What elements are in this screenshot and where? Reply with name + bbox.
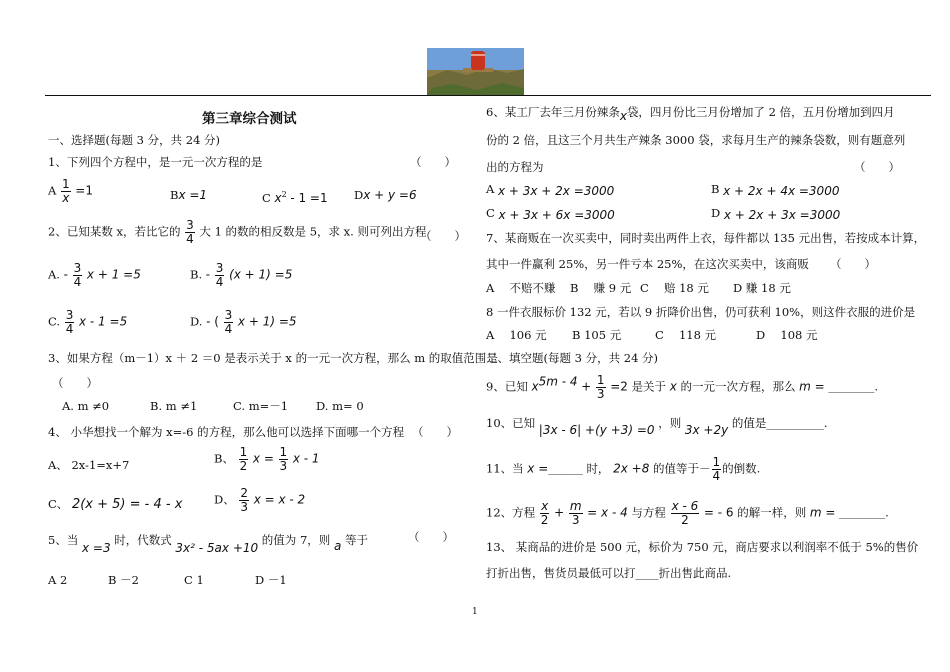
q3-option-b: B. m ≠1 <box>150 399 198 413</box>
frac-den: 3 <box>571 513 580 527</box>
q1-option-b <box>170 188 207 202</box>
q3-answer-paren: （ ） <box>52 376 98 390</box>
q10 <box>486 416 828 437</box>
q2-stem <box>48 219 426 246</box>
q4-c-expr: 2(x + 5) = - 4 - x <box>71 497 183 512</box>
frac-den: x <box>62 191 70 205</box>
frac-den: 4 <box>712 469 721 483</box>
frac-num: 1 <box>61 177 70 191</box>
q4-answer-paren: （ ） <box>412 425 458 439</box>
q6-line1-a: 6、某工厂去年三月份辣条 <box>486 105 620 119</box>
q10-mid: ，则 <box>658 416 682 430</box>
q4-d-end: x = x - 2 <box>253 492 306 507</box>
q2-a-post: x + 1 =5 <box>86 267 141 282</box>
frac-num: x - 6 <box>671 499 699 513</box>
section-heading-fill: 二、填空题(每题 3 分，共 24 分) <box>486 351 659 365</box>
q10-expr2: 3x +2y <box>684 423 729 437</box>
q9-post2: 的一元一次方程，那么 <box>680 379 796 394</box>
q6-c-expr: x + 3x + 6x =3000 <box>498 208 615 222</box>
q2-answer-paren: （ ） <box>420 229 466 243</box>
q6-line2: 份的 2 倍，且这三个月共生产辣条 3000 袋，求每月生产的辣条袋数，则有题意列 <box>486 133 906 147</box>
q4-stem: 4、 小华想找一个解为 x=-6 的方程，那么他可以选择下面哪一个方程 <box>48 425 405 439</box>
option-letter: B <box>170 188 179 202</box>
q2-c-post: x - 1 =5 <box>79 314 128 329</box>
q7-option-c: C 赔 18 元 <box>640 281 709 295</box>
q12-eq: = x - 4 <box>587 505 628 520</box>
option-letter: B <box>711 182 720 196</box>
q10-pre: 10、已知 <box>486 416 536 430</box>
q9-exp: 5m - 4 <box>538 374 578 389</box>
q5-option-c: C 1 <box>184 573 204 587</box>
frac-num: 1 <box>279 445 288 459</box>
q4-option-b <box>214 446 320 473</box>
frac-den: 2 <box>540 513 549 527</box>
q5-option-d: D －1 <box>255 573 287 587</box>
frac-den: 3 <box>240 500 249 514</box>
q4-option-c <box>48 497 182 512</box>
option-letter: B. <box>190 267 203 282</box>
frac-num: 2 <box>240 486 249 500</box>
q2-d-post: x + 1) =5 <box>237 314 297 329</box>
q6-line1 <box>486 105 895 123</box>
page-title: 第三章综合测试 <box>202 111 297 127</box>
q1-option-a <box>48 178 93 205</box>
q2-option-d: D. - ( $\frac{3}{4}$ x + 1) =5 <box>190 308 297 336</box>
option-letter: D、 <box>214 492 235 507</box>
q7-option-a: A 不赔不赚 <box>486 281 556 295</box>
option-letter: D <box>354 188 364 202</box>
q7-line1: 7、某商贩在一次买卖中，同时卖出两件上衣，每件都以 135 元出售，若按成本计算， <box>486 231 926 245</box>
landscape-photo-icon <box>427 48 524 95</box>
q12-pre: 12、方程 <box>486 505 536 520</box>
q6-var: x <box>619 109 627 123</box>
q6-option-c <box>486 206 615 220</box>
option-letter: D. <box>190 314 203 329</box>
q5-pre: 5、当 <box>48 533 79 547</box>
frac-den: 3 <box>596 387 605 401</box>
q1-option-c <box>262 188 328 205</box>
q12-plus: + <box>554 505 565 520</box>
q6-option-a <box>486 182 614 196</box>
q3-option-a: A. m ≠0 <box>62 399 110 413</box>
q9-blank[interactable]: ________. <box>828 379 878 394</box>
q2-option-b: B. - $\frac{3}{4}$ (x + 1) =5 <box>190 261 293 289</box>
q1-b-expr: x =1 <box>178 188 208 202</box>
q5-end: 等于 <box>344 533 368 547</box>
q12-m: m = <box>809 505 836 520</box>
option-letter: A <box>486 182 495 196</box>
q1-d-expr: x + y =6 <box>363 188 417 202</box>
q9-post: 是关于 <box>631 379 667 394</box>
header-photo <box>427 48 524 95</box>
q2-b-pre: - <box>205 267 211 282</box>
q9-var: x <box>669 379 677 394</box>
q11-mid: 时， <box>586 461 610 476</box>
q3-option-c: C. m=－1 <box>233 399 289 413</box>
frac-num: x <box>541 499 549 513</box>
frac-den: 4 <box>186 232 194 246</box>
q6-answer-paren: （ ） <box>854 160 900 174</box>
q10-post[interactable]: 的值是__________. <box>731 416 828 430</box>
q12-blank[interactable]: ________. <box>839 505 889 520</box>
q11 <box>486 456 760 483</box>
option-letter: C <box>486 206 495 220</box>
q4-b-end: x - 1 <box>292 451 320 466</box>
q13-line1: 13、 某商品的进价是 500 元，标价为 750 元，商店要求以利润率不低于 5%的售价 <box>486 540 919 554</box>
header-rule <box>45 95 931 96</box>
q9-pre: 9、已知 <box>486 379 528 394</box>
q1-c-var: x <box>274 190 282 205</box>
q1-answer-paren: （ ） <box>410 155 456 169</box>
frac-den: 2 <box>239 459 248 473</box>
q3-stem: 3、如果方程（m－1）x ＋ 2 ＝0 是表示关于 x 的一元一次方程，那么 m 的取值范围是 <box>48 351 498 365</box>
q11-blank[interactable]: ______ <box>548 461 583 476</box>
q6-d-expr: x + 2x + 3x =3000 <box>723 208 841 222</box>
q6-option-b <box>711 182 839 196</box>
q5-answer-paren: （ ） <box>408 530 454 544</box>
q9 <box>486 374 878 401</box>
q6-option-d <box>711 206 840 220</box>
q4-b-mid: x = <box>252 451 274 466</box>
q8-option-a: A 106 元 <box>486 328 547 342</box>
q7-answer-paren: （ ） <box>830 257 876 271</box>
option-letter: A <box>48 183 57 198</box>
section-heading-choice: 一、选择题(每题 3 分，共 24 分) <box>48 133 221 147</box>
q8-option-d: D 108 元 <box>756 328 818 342</box>
q9-plus: + <box>581 379 592 394</box>
q4-option-a: A、 2x-1=x+7 <box>48 458 130 472</box>
q6-b-expr: x + 2x + 4x =3000 <box>723 184 840 198</box>
q11-pre: 11、当 <box>486 461 524 476</box>
q7-line2: 其中一件赢利 25%，另一件亏本 25%，在这次买卖中，该商贩 <box>486 257 809 271</box>
q12 <box>486 500 889 527</box>
option-letter: B、 <box>214 451 234 466</box>
q5-option-b: B －2 <box>108 573 139 587</box>
q8-option-b: B 105 元 <box>572 328 622 342</box>
q10-expr: |3x - 6| +(y +3) =0 <box>538 423 655 437</box>
option-letter: C <box>262 190 271 205</box>
option-letter: D <box>711 206 721 220</box>
q5-cond: x =3 <box>81 541 111 555</box>
q2-d-pre: - ( <box>206 314 219 329</box>
option-letter: C. <box>48 314 61 329</box>
q12-mid: 与方程 <box>631 505 666 520</box>
q2-a-pre: - <box>63 267 68 282</box>
q2-b-post: (x + 1) =5 <box>229 267 293 282</box>
q9-eq: =2 <box>610 379 628 394</box>
q2-option-a: A. - $\frac{3}{4}$ x + 1 =5 <box>48 261 141 289</box>
q5-post: 的值为 7，则 <box>261 533 331 547</box>
q5-stem <box>48 533 368 555</box>
q6-line3: 出的方程为 <box>486 160 544 174</box>
frac-num: 1 <box>712 455 721 469</box>
page-number: 1 <box>472 607 478 617</box>
q1-option-d <box>354 188 417 202</box>
q4-option-d <box>214 487 305 514</box>
q11-expr2: 2x +8 <box>613 461 650 476</box>
frac-den: 3 <box>279 459 288 473</box>
q11-post: 的值等于－ <box>653 461 711 476</box>
frac-num: 1 <box>239 445 248 459</box>
q5-option-a: A 2 <box>48 573 68 587</box>
q12-post: 的解一样，则 <box>737 505 807 520</box>
q9-base: x <box>531 379 539 394</box>
frac-num: 1 <box>596 373 605 387</box>
q7-option-d: D 赚 18 元 <box>733 281 791 295</box>
q2-stem-part2: 大 1 的数的相反数是 5，求 x. 则可列出方程 <box>199 224 427 239</box>
q5-var: a <box>333 539 342 553</box>
q9-m: m = <box>799 379 825 394</box>
option-letter: A. <box>48 267 60 282</box>
q5-mid: 时，代数式 <box>114 533 172 547</box>
q12-eq2: = - 6 <box>703 505 734 520</box>
q6-a-expr: x + 3x + 2x =3000 <box>497 184 615 198</box>
q2-option-c: C. $\frac{3}{4}$ x - 1 =5 <box>48 308 128 336</box>
q11-expr: x = <box>527 461 549 476</box>
q8-option-c: C 118 元 <box>655 328 717 342</box>
q1-a-rhs: =1 <box>75 183 93 198</box>
q1-c-rest: - 1 =1 <box>290 190 328 205</box>
q1-c-exp: 2 <box>281 190 287 199</box>
q2-stem-part1: 2、已知某数 x，若比它的 <box>48 224 181 239</box>
q1-stem: 1、下列四个方程中，是一元一次方程的是 <box>48 155 263 169</box>
frac-num: m <box>569 499 582 513</box>
q3-option-d: D. m= 0 <box>316 399 364 413</box>
q5-expr: 3x² - 5ax +10 <box>175 541 259 555</box>
frac-den: 2 <box>681 513 689 527</box>
frac-num: 3 <box>186 218 194 232</box>
q8-line1: 8 一件衣服标价 132 元，若以 9 折降价出售，仍可获利 10%，则这件衣服的进价是 <box>486 305 916 319</box>
option-letter: C、 <box>48 497 69 511</box>
q11-end: 的倒数. <box>722 461 761 476</box>
q6-line1-b: 袋，四月份比三月份增加了 2 倍，五月份增加到四月 <box>626 105 895 119</box>
q13-line2: 打折出售，售货员最低可以打____折出售此商品. <box>486 566 732 580</box>
q7-option-b: B 赚 9 元 <box>570 281 632 295</box>
